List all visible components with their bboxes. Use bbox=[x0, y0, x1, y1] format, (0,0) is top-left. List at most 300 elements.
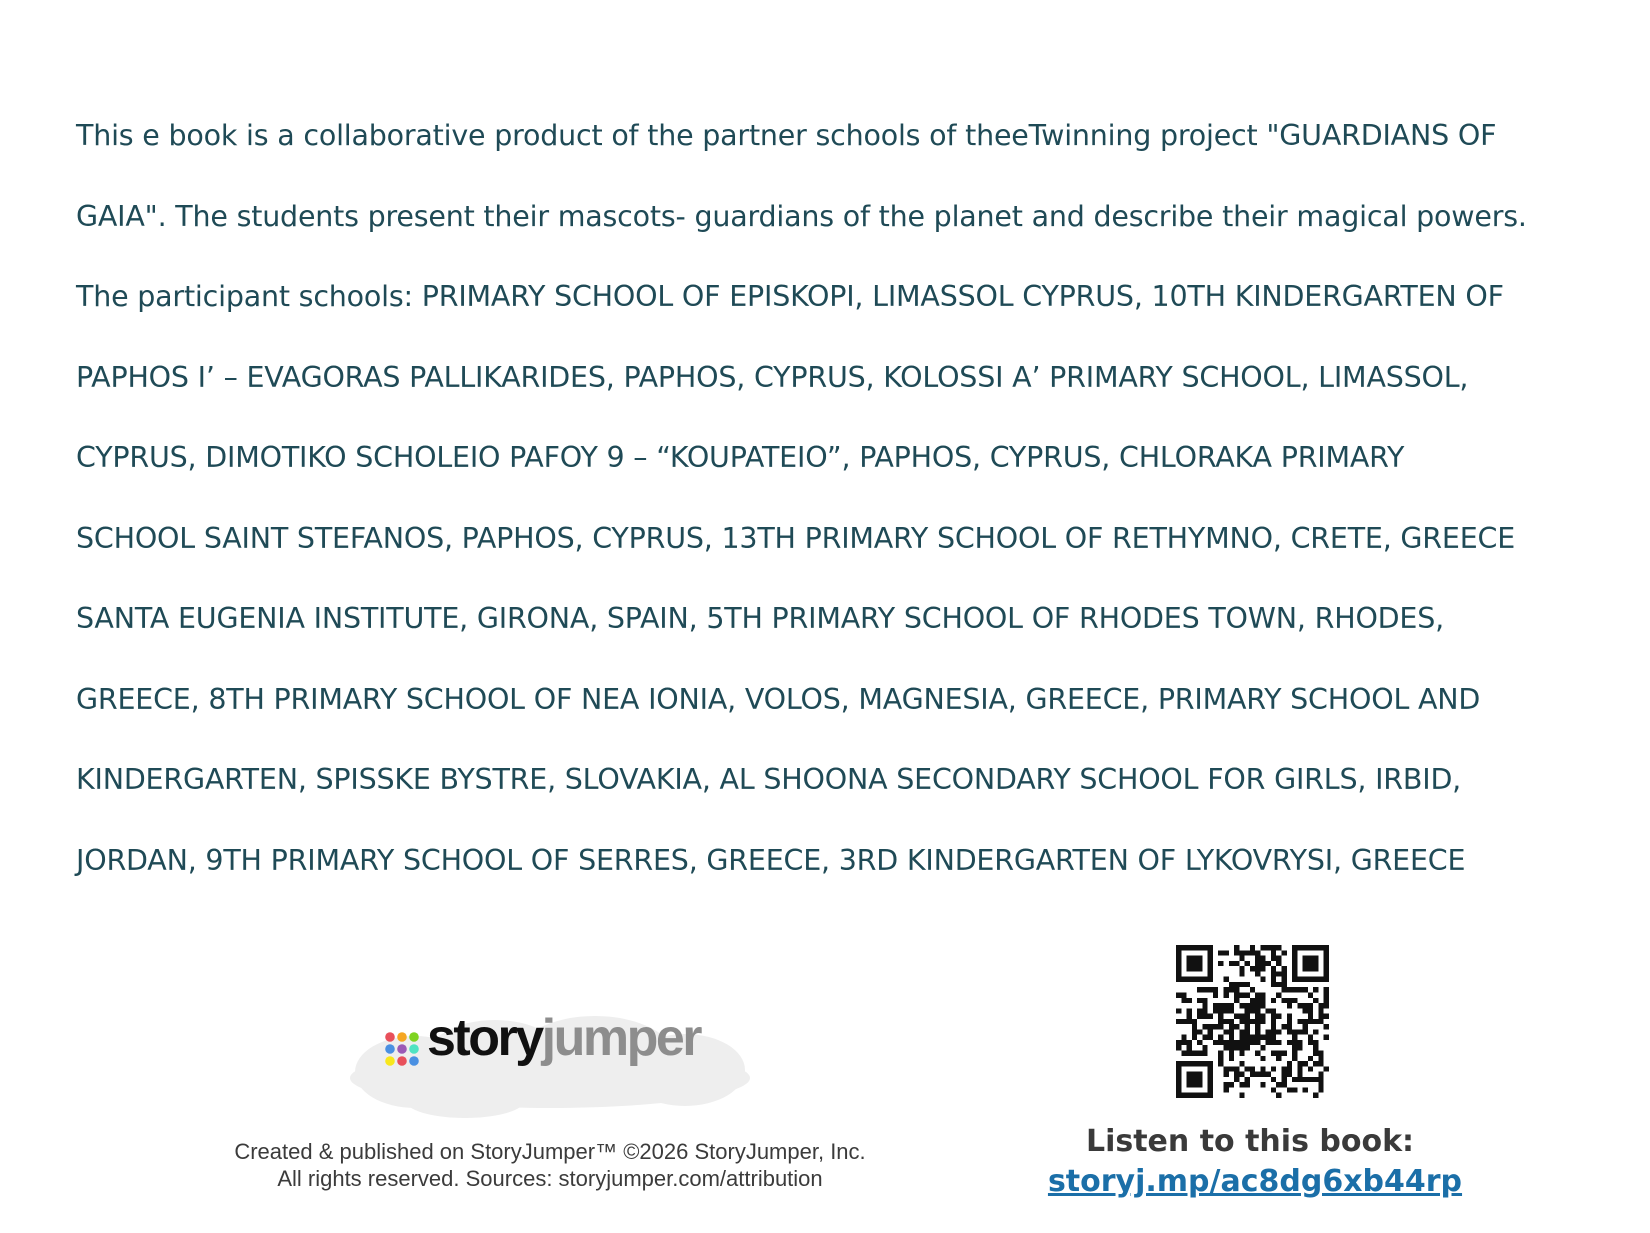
qr-module bbox=[1255, 1003, 1260, 1008]
qr-module bbox=[1276, 992, 1281, 997]
qr-module bbox=[1187, 1008, 1192, 1013]
qr-module bbox=[1271, 971, 1276, 976]
qr-module bbox=[1303, 1061, 1308, 1066]
qr-module bbox=[1208, 1024, 1213, 1029]
qr-module bbox=[1223, 987, 1228, 992]
qr-module bbox=[1324, 1003, 1329, 1008]
qr-module bbox=[1276, 956, 1281, 961]
qr-module bbox=[1297, 1061, 1302, 1066]
qr-module bbox=[1250, 1035, 1255, 1040]
qr-module bbox=[1234, 961, 1239, 966]
qr-module bbox=[1250, 998, 1255, 1003]
qr-module bbox=[1266, 945, 1271, 950]
qr-module bbox=[1324, 998, 1329, 1003]
qr-module bbox=[1318, 1077, 1323, 1082]
qr-module bbox=[1324, 1014, 1329, 1019]
qr-module bbox=[1223, 1072, 1228, 1077]
qr-module bbox=[1229, 1019, 1234, 1024]
qr-code-icon[interactable] bbox=[1176, 945, 1329, 1098]
qr-module bbox=[1181, 1035, 1186, 1040]
qr-module bbox=[1250, 945, 1255, 950]
qr-module bbox=[1218, 961, 1223, 966]
qr-module bbox=[1324, 987, 1329, 992]
qr-module bbox=[1218, 1019, 1223, 1024]
qr-module bbox=[1218, 1035, 1223, 1040]
qr-module bbox=[1245, 1045, 1250, 1050]
qr-module bbox=[1287, 1040, 1292, 1045]
qr-module bbox=[1250, 1019, 1255, 1024]
qr-module bbox=[1318, 1019, 1323, 1024]
qr-module bbox=[1208, 1029, 1213, 1034]
copyright-credit bbox=[190, 1138, 910, 1192]
qr-module bbox=[1271, 977, 1276, 982]
qr-module bbox=[1282, 998, 1287, 1003]
qr-module bbox=[1223, 1003, 1228, 1008]
qr-module bbox=[1229, 1082, 1234, 1087]
qr-module bbox=[1213, 1003, 1218, 1008]
qr-module bbox=[1287, 1019, 1292, 1024]
qr-module bbox=[1239, 992, 1244, 997]
logo-dot bbox=[385, 1056, 395, 1066]
qr-module bbox=[1282, 982, 1287, 987]
qr-module bbox=[1282, 971, 1287, 976]
qr-module bbox=[1234, 1072, 1239, 1077]
qr-module bbox=[1271, 950, 1276, 955]
qr-module bbox=[1218, 1051, 1223, 1056]
qr-module bbox=[1239, 956, 1244, 961]
qr-module bbox=[1297, 1029, 1302, 1034]
qr-module bbox=[1266, 1035, 1271, 1040]
qr-module bbox=[1287, 1087, 1292, 1092]
description-line: GREECE, 8TH PRIMARY SCHOOL OF NEA IONIA, VOLOS, MAGNESIA, GREECE, PRIMARY SCHOOL AND bbox=[76, 682, 1481, 716]
qr-module bbox=[1187, 1045, 1192, 1050]
qr-module bbox=[1239, 1093, 1244, 1098]
qr-module bbox=[1234, 1077, 1239, 1082]
description-line: SCHOOL SAINT STEFANOS, PAPHOS, CYPRUS, 13TH PRIMARY SCHOOL OF RETHYMNO, CRETE, GREECE bbox=[76, 521, 1516, 555]
qr-module bbox=[1245, 950, 1250, 955]
qr-module bbox=[1318, 1056, 1323, 1061]
qr-module bbox=[1176, 1045, 1181, 1050]
qr-module bbox=[1229, 982, 1234, 987]
qr-module bbox=[1208, 1035, 1213, 1040]
qr-module bbox=[1276, 1056, 1281, 1061]
qr-module bbox=[1202, 1051, 1207, 1056]
qr-module bbox=[1282, 1066, 1287, 1071]
qr-finder bbox=[1208, 945, 1213, 982]
qr-module bbox=[1276, 961, 1281, 966]
qr-module bbox=[1287, 1066, 1292, 1071]
qr-module bbox=[1218, 1003, 1223, 1008]
qr-module bbox=[1260, 1003, 1265, 1008]
qr-module bbox=[1223, 977, 1228, 982]
qr-module bbox=[1313, 1051, 1318, 1056]
qr-module bbox=[1318, 1087, 1323, 1092]
qr-module bbox=[1308, 1014, 1313, 1019]
qr-module bbox=[1187, 1019, 1192, 1024]
qr-module bbox=[1234, 945, 1239, 950]
qr-module bbox=[1245, 1014, 1250, 1019]
qr-module bbox=[1245, 1019, 1250, 1024]
qr-module bbox=[1250, 1066, 1255, 1071]
qr-module bbox=[1202, 1008, 1207, 1013]
qr-module bbox=[1239, 971, 1244, 976]
credit-line-1: Created & published on StoryJumper™ ©2026 StoryJumper, Inc. bbox=[234, 1139, 866, 1164]
logo-dot bbox=[409, 1044, 419, 1054]
qr-module bbox=[1308, 992, 1313, 997]
qr-module bbox=[1271, 1040, 1276, 1045]
qr-module bbox=[1239, 1082, 1244, 1087]
qr-module bbox=[1324, 992, 1329, 997]
qr-module bbox=[1218, 1008, 1223, 1013]
qr-module bbox=[1318, 1014, 1323, 1019]
qr-module bbox=[1218, 1056, 1223, 1061]
qr-module bbox=[1229, 1066, 1234, 1071]
qr-module bbox=[1271, 1051, 1276, 1056]
qr-module bbox=[1255, 1008, 1260, 1013]
qr-module bbox=[1192, 1051, 1197, 1056]
qr-module bbox=[1308, 1008, 1313, 1013]
qr-module bbox=[1208, 1014, 1213, 1019]
qr-module bbox=[1324, 1066, 1329, 1071]
qr-module bbox=[1266, 1072, 1271, 1077]
qr-module bbox=[1276, 982, 1281, 987]
qr-module bbox=[1260, 1019, 1265, 1024]
qr-module bbox=[1282, 1024, 1287, 1029]
qr-module bbox=[1239, 966, 1244, 971]
qr-module bbox=[1239, 1040, 1244, 1045]
qr-module bbox=[1292, 1035, 1297, 1040]
qr-module bbox=[1218, 1061, 1223, 1066]
qr-module bbox=[1308, 1035, 1313, 1040]
qr-module bbox=[1260, 1082, 1265, 1087]
qr-module bbox=[1260, 945, 1265, 950]
qr-module bbox=[1234, 982, 1239, 987]
qr-finder bbox=[1292, 977, 1329, 982]
qr-finder bbox=[1176, 1093, 1213, 1098]
qr-module bbox=[1271, 1029, 1276, 1034]
qr-module bbox=[1260, 961, 1265, 966]
qr-module bbox=[1292, 1087, 1297, 1092]
qr-module bbox=[1197, 987, 1202, 992]
qr-module bbox=[1276, 945, 1281, 950]
qr-module bbox=[1176, 992, 1181, 997]
qr-finder bbox=[1176, 977, 1213, 982]
qr-module bbox=[1229, 1008, 1234, 1013]
qr-module bbox=[1197, 1008, 1202, 1013]
qr-module bbox=[1223, 1029, 1228, 1034]
qr-module bbox=[1223, 1045, 1228, 1050]
qr-module bbox=[1239, 1061, 1244, 1066]
qr-module bbox=[1308, 1003, 1313, 1008]
qr-module bbox=[1213, 1008, 1218, 1013]
qr-module bbox=[1318, 1082, 1323, 1087]
qr-module bbox=[1255, 992, 1260, 997]
qr-module bbox=[1260, 1066, 1265, 1071]
qr-module bbox=[1192, 1024, 1197, 1029]
logo-wordmark bbox=[427, 1009, 701, 1067]
qr-module bbox=[1292, 1056, 1297, 1061]
qr-module bbox=[1239, 1014, 1244, 1019]
qr-module bbox=[1255, 1051, 1260, 1056]
qr-module bbox=[1234, 1045, 1239, 1050]
qr-module bbox=[1271, 1077, 1276, 1082]
qr-module bbox=[1271, 1014, 1276, 1019]
qr-module bbox=[1229, 1056, 1234, 1061]
qr-module bbox=[1223, 950, 1228, 955]
qr-module bbox=[1239, 1029, 1244, 1034]
qr-module bbox=[1287, 1014, 1292, 1019]
qr-module bbox=[1255, 950, 1260, 955]
qr-module bbox=[1245, 1029, 1250, 1034]
description-line: GAIA". The students present their mascots- guardians of the planet and describe their magical powers. bbox=[76, 199, 1527, 233]
qr-module bbox=[1271, 1024, 1276, 1029]
qr-module bbox=[1303, 1003, 1308, 1008]
qr-module bbox=[1287, 998, 1292, 1003]
qr-module bbox=[1260, 1072, 1265, 1077]
qr-module bbox=[1287, 1029, 1292, 1034]
qr-module bbox=[1192, 1019, 1197, 1024]
qr-module bbox=[1223, 1087, 1228, 1092]
qr-module bbox=[1292, 1051, 1297, 1056]
qr-finder bbox=[1187, 956, 1203, 972]
qr-module bbox=[1187, 1014, 1192, 1019]
qr-module bbox=[1313, 987, 1318, 992]
audio-book-link[interactable]: storyj.mp/ac8dg6xb44rp bbox=[1047, 1164, 1463, 1199]
qr-module bbox=[1229, 1040, 1234, 1045]
qr-module bbox=[1292, 1040, 1297, 1045]
qr-module bbox=[1187, 1040, 1192, 1045]
qr-module bbox=[1271, 1035, 1276, 1040]
qr-module bbox=[1213, 1040, 1218, 1045]
qr-module bbox=[1292, 1029, 1297, 1034]
qr-module bbox=[1213, 987, 1218, 992]
qr-module bbox=[1202, 987, 1207, 992]
qr-module bbox=[1303, 987, 1308, 992]
qr-module bbox=[1197, 1014, 1202, 1019]
qr-module bbox=[1260, 1056, 1265, 1061]
qr-module bbox=[1292, 1077, 1297, 1082]
qr-module bbox=[1255, 956, 1260, 961]
description-line: SANTA EUGENIA INSTITUTE, GIRONA, SPAIN, 5TH PRIMARY SCHOOL OF RHODES TOWN, RHODES, bbox=[76, 602, 1444, 635]
qr-module bbox=[1229, 1029, 1234, 1034]
qr-module bbox=[1234, 987, 1239, 992]
qr-module bbox=[1282, 1082, 1287, 1087]
qr-module bbox=[1318, 1051, 1323, 1056]
qr-module bbox=[1260, 1035, 1265, 1040]
qr-module bbox=[1313, 1061, 1318, 1066]
qr-module bbox=[1297, 1066, 1302, 1071]
qr-module bbox=[1245, 1040, 1250, 1045]
qr-module bbox=[1239, 1072, 1244, 1077]
qr-module bbox=[1318, 1061, 1323, 1066]
qr-module bbox=[1181, 1040, 1186, 1045]
qr-finder bbox=[1176, 1061, 1213, 1066]
qr-module bbox=[1318, 1003, 1323, 1008]
qr-module bbox=[1218, 1024, 1223, 1029]
qr-module bbox=[1197, 1051, 1202, 1056]
qr-module bbox=[1303, 1087, 1308, 1092]
qr-module bbox=[1271, 1087, 1276, 1092]
qr-module bbox=[1255, 998, 1260, 1003]
qr-module bbox=[1223, 1008, 1228, 1013]
qr-module bbox=[1239, 950, 1244, 955]
qr-module bbox=[1234, 1066, 1239, 1071]
qr-module bbox=[1297, 1072, 1302, 1077]
qr-module bbox=[1282, 977, 1287, 982]
logo-story-text: story bbox=[427, 1009, 542, 1067]
qr-module bbox=[1308, 1077, 1313, 1082]
qr-module bbox=[1276, 1051, 1281, 1056]
qr-module bbox=[1297, 1045, 1302, 1050]
credit-line-2: All rights reserved. Sources: storyjumper.com/attribution bbox=[277, 1166, 823, 1191]
qr-module bbox=[1202, 1024, 1207, 1029]
qr-module bbox=[1313, 998, 1318, 1003]
qr-module bbox=[1282, 1072, 1287, 1077]
qr-module bbox=[1245, 1003, 1250, 1008]
logo-dot bbox=[397, 1044, 407, 1054]
qr-module bbox=[1197, 1040, 1202, 1045]
qr-module bbox=[1292, 987, 1297, 992]
qr-module bbox=[1260, 966, 1265, 971]
qr-module bbox=[1297, 987, 1302, 992]
qr-module bbox=[1297, 1077, 1302, 1082]
logo-dots-icon bbox=[383, 1030, 423, 1070]
qr-finder bbox=[1187, 1072, 1203, 1088]
qr-module bbox=[1181, 992, 1186, 997]
qr-module bbox=[1255, 1019, 1260, 1024]
qr-module bbox=[1276, 1082, 1281, 1087]
qr-finder bbox=[1303, 956, 1319, 972]
qr-module bbox=[1287, 987, 1292, 992]
qr-module bbox=[1239, 982, 1244, 987]
qr-module bbox=[1303, 1019, 1308, 1024]
qr-module bbox=[1287, 1024, 1292, 1029]
qr-module bbox=[1276, 1040, 1281, 1045]
description-line: KINDERGARTEN, SPISSKE BYSTRE, SLOVAKIA, AL SHOONA SECONDARY SCHOOL FOR GIRLS, IRBID, bbox=[76, 763, 1462, 796]
qr-module bbox=[1192, 1029, 1197, 1034]
qr-module bbox=[1255, 961, 1260, 966]
qr-module bbox=[1245, 1024, 1250, 1029]
qr-module bbox=[1282, 1051, 1287, 1056]
qr-module bbox=[1303, 1008, 1308, 1013]
qr-module bbox=[1229, 961, 1234, 966]
qr-finder bbox=[1292, 945, 1297, 982]
logo-dot bbox=[385, 1044, 395, 1054]
qr-module bbox=[1223, 1040, 1228, 1045]
qr-module bbox=[1271, 956, 1276, 961]
qr-module bbox=[1245, 1077, 1250, 1082]
qr-module bbox=[1245, 1008, 1250, 1013]
qr-module bbox=[1229, 987, 1234, 992]
qr-module bbox=[1282, 966, 1287, 971]
logo-dot bbox=[409, 1056, 419, 1066]
qr-module bbox=[1313, 1029, 1318, 1034]
logo-dot bbox=[385, 1032, 395, 1042]
qr-module bbox=[1218, 950, 1223, 955]
qr-module bbox=[1271, 1019, 1276, 1024]
qr-module bbox=[1234, 1014, 1239, 1019]
qr-module bbox=[1292, 998, 1297, 1003]
qr-module bbox=[1287, 1061, 1292, 1066]
qr-module bbox=[1176, 1008, 1181, 1013]
qr-module bbox=[1223, 1082, 1228, 1087]
qr-module bbox=[1313, 1019, 1318, 1024]
qr-module bbox=[1282, 950, 1287, 955]
qr-module bbox=[1234, 998, 1239, 1003]
listen-label: Listen to this book: bbox=[1085, 1124, 1415, 1159]
qr-module bbox=[1255, 971, 1260, 976]
qr-module bbox=[1229, 1051, 1234, 1056]
qr-module bbox=[1239, 1045, 1244, 1050]
qr-module bbox=[1250, 1003, 1255, 1008]
logo-dot bbox=[397, 1032, 407, 1042]
qr-module bbox=[1234, 1024, 1239, 1029]
qr-module bbox=[1208, 987, 1213, 992]
qr-module bbox=[1276, 971, 1281, 976]
qr-module bbox=[1292, 1045, 1297, 1050]
description-line: The participant schools: PRIMARY SCHOOL OF EPISKOPI, LIMASSOL CYPRUS, 10TH KINDERGARTEN OF bbox=[76, 280, 1504, 313]
qr-module bbox=[1245, 992, 1250, 997]
qr-module bbox=[1245, 1082, 1250, 1087]
qr-module bbox=[1250, 950, 1255, 955]
description-line: CYPRUS, DIMOTIKO SCHOLEIO PAFOY 9 – “KOUPATEIO”, PAPHOS, CYPRUS, CHLORAKA PRIMARY bbox=[76, 441, 1405, 474]
qr-module bbox=[1271, 966, 1276, 971]
qr-module bbox=[1239, 1003, 1244, 1008]
qr-module bbox=[1234, 950, 1239, 955]
qr-module bbox=[1239, 1051, 1244, 1056]
qr-module bbox=[1245, 961, 1250, 966]
qr-module bbox=[1255, 1029, 1260, 1034]
qr-module bbox=[1276, 1029, 1281, 1034]
qr-module bbox=[1271, 982, 1276, 987]
qr-finder bbox=[1292, 945, 1329, 950]
qr-module bbox=[1245, 1066, 1250, 1071]
qr-module bbox=[1202, 998, 1207, 1003]
qr-module bbox=[1181, 1051, 1186, 1056]
qr-module bbox=[1271, 998, 1276, 1003]
qr-module bbox=[1266, 1040, 1271, 1045]
qr-module bbox=[1181, 998, 1186, 1003]
qr-module bbox=[1202, 1003, 1207, 1008]
qr-module bbox=[1297, 1019, 1302, 1024]
qr-module bbox=[1223, 992, 1228, 997]
qr-module bbox=[1297, 1040, 1302, 1045]
qr-module bbox=[1282, 987, 1287, 992]
qr-module bbox=[1223, 1019, 1228, 1024]
qr-module bbox=[1260, 998, 1265, 1003]
qr-module bbox=[1187, 1051, 1192, 1056]
qr-module bbox=[1239, 1019, 1244, 1024]
qr-module bbox=[1229, 1045, 1234, 1050]
qr-module bbox=[1271, 1066, 1276, 1071]
qr-module bbox=[1255, 1040, 1260, 1045]
qr-module bbox=[1255, 1014, 1260, 1019]
qr-module bbox=[1229, 1024, 1234, 1029]
qr-finder bbox=[1176, 945, 1181, 982]
qr-module bbox=[1313, 1093, 1318, 1098]
logo-dot bbox=[409, 1032, 419, 1042]
qr-module bbox=[1255, 1024, 1260, 1029]
qr-module bbox=[1303, 1029, 1308, 1034]
qr-module bbox=[1213, 992, 1218, 997]
qr-module bbox=[1297, 1003, 1302, 1008]
qr-module bbox=[1318, 1008, 1323, 1013]
qr-module bbox=[1234, 992, 1239, 997]
qr-module bbox=[1250, 987, 1255, 992]
qr-finder bbox=[1176, 1061, 1181, 1098]
qr-module bbox=[1176, 1019, 1181, 1024]
qr-module bbox=[1260, 1045, 1265, 1050]
